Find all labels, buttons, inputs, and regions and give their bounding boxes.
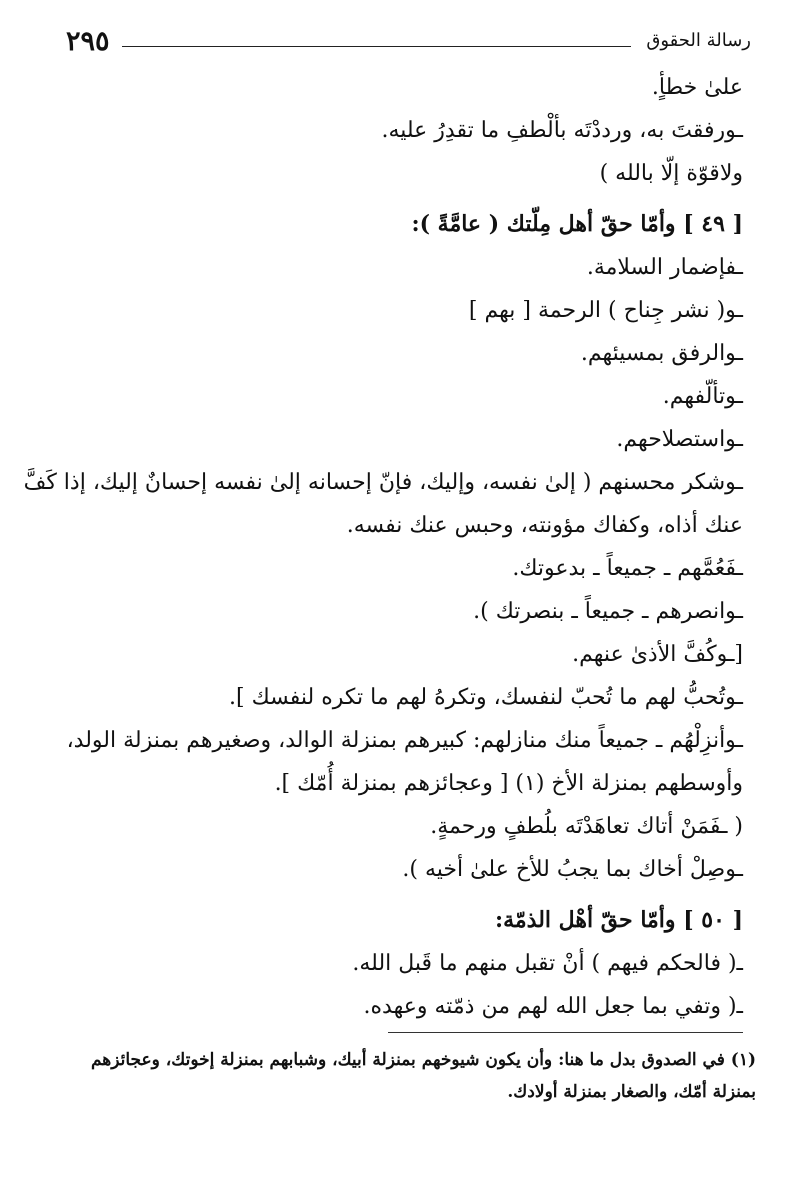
text-line: ـوتُحبُّ لهم ما تُحبّ لنفسك، وتكرهُ لهم ما تكره لنفسك ]. [229, 685, 743, 710]
text-line: ـوصِلْ أخاك بما يجبُ للأخ علىٰ أخيه ). [402, 857, 743, 882]
text-line: ـورفقتَ به، ورددْتَه بألْطفِ ما تقدِرُ عليه. [381, 118, 743, 143]
text-line: ـفإضمار السلامة. [586, 255, 743, 280]
section-heading: [ ٤٩ ] وأمّا حقّ أهل مِلّتك ( عامَّةً ): [411, 211, 743, 237]
text-line: ـفَعُمَّهم ـ جميعاً ـ بدعوتك. [512, 556, 743, 581]
text-line: ـوتألّفهم. [662, 384, 743, 409]
text-line: ـوشكر محسنهم ( إلىٰ نفسه، وإليك، فإنّ إحسانه إلىٰ نفسه إحسانٌ إليك، إذا كَفَّ [23, 470, 743, 495]
text-line: وأوسطهم بمنزلة الأخ (١) [ وعجائزهم بمنزلة أُمّك ]. [274, 771, 743, 796]
header-rule [122, 46, 631, 47]
running-title: رسالة الحقوق [646, 30, 751, 51]
footnote-separator [388, 1032, 743, 1033]
page-number: ٢٩٥ [66, 26, 110, 57]
text-line: ـ( وتفي بما جعل الله لهم من ذمّته وعهده. [363, 994, 743, 1019]
section-heading: [ ٥٠ ] وأمّا حقّ أهْل الذمّة: [494, 907, 743, 933]
text-line: ـواستصلاحهم. [616, 427, 743, 452]
text-line: ( ـفَمَنْ أتاك تعاهَدْتَه بلُطفٍ ورحمةٍ. [430, 814, 743, 839]
footnote-line: (١) في الصدوق بدل ما هنا: وأن يكون شيوخهم بمنزلة أبيك، وشبابهم بمنزلة إخوتك، وعجائزهم [90, 1050, 756, 1070]
text-line: عنك أذاه، وكفاك مؤونته، وحبس عنك نفسه. [346, 513, 743, 538]
text-line: ولاقوّة إلّا بالله ) [599, 161, 743, 186]
footnote-line: بمنزلة أمّك، والصغار بمنزلة أولادك. [507, 1082, 756, 1102]
spacer [50, 195, 743, 203]
page-header [60, 22, 751, 62]
footnotes [50, 1044, 756, 1108]
text-line: ـوأنزِلْهُم ـ جميعاً منك منازلهم: كبيرهم بمنزلة الوالد، وصغيرهم بمنزلة الولد، [66, 728, 743, 753]
text-line: ـو( نشر جِناح ) الرحمة [ بهم ] [468, 298, 743, 323]
text-line: [ـوكُفَّ الأذىٰ عنهم. [572, 642, 743, 667]
text-line: ـوانصرهم ـ جميعاً ـ بنصرتك ). [473, 599, 743, 624]
body-text [23, 66, 743, 1028]
spacer [50, 891, 743, 899]
text-line: ـوالرفق بمسيئهم. [580, 341, 743, 366]
text-line: علىٰ خطأٍ. [651, 75, 743, 100]
text-line: ـ( فالحكم فيهم ) أنْ تقبل منهم ما قَبل الله. [352, 951, 743, 976]
